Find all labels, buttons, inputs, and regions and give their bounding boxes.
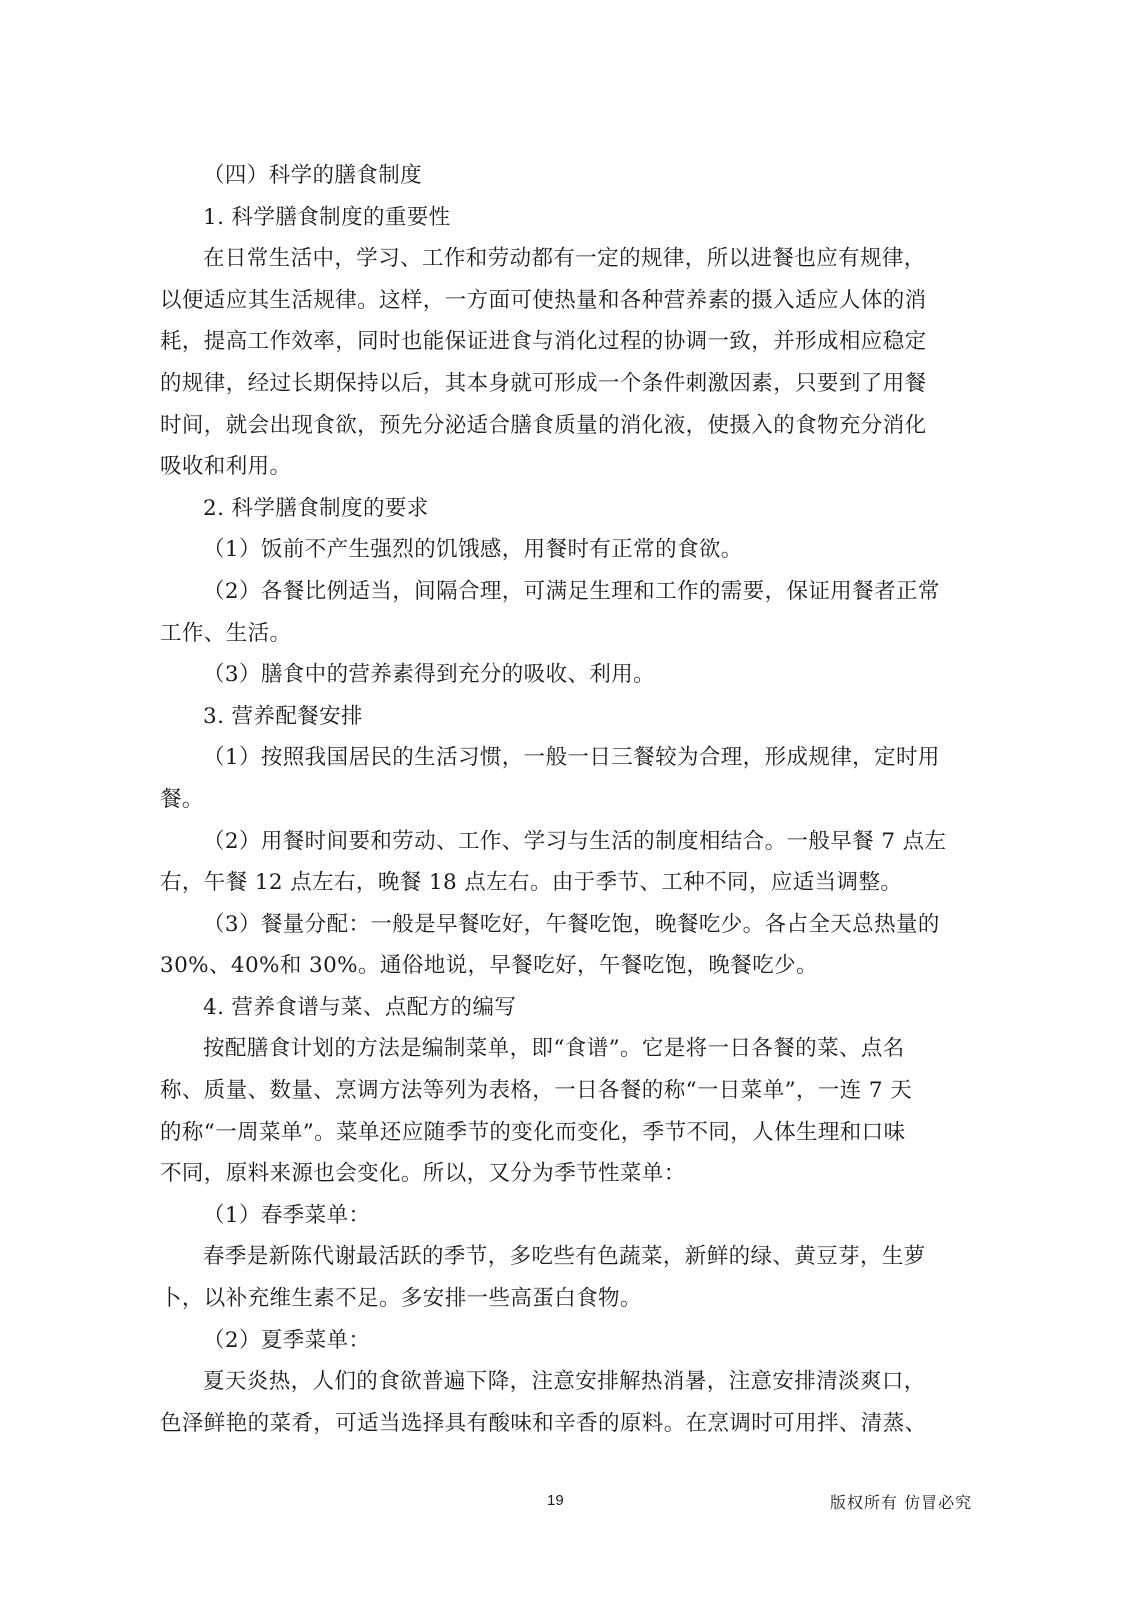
text-line: 1. 科学膳食制度的重要性 (203, 204, 451, 230)
text-line: （2）用餐时间要和劳动、工作、学习与生活的制度相结合。一般早餐 7 点左 (203, 828, 947, 854)
text-line: 卜，以补充维生素不足。多安排一些高蛋白食物。 (160, 1286, 642, 1312)
text-line: 的规律，经过长期保持以后，其本身就可形成一个条件刺激因素，只要到了用餐 (160, 370, 927, 396)
text-line: （1）春季菜单： (203, 1202, 371, 1228)
text-line: （2）各餐比例适当，间隔合理，可满足生理和工作的需要，保证用餐者正常 (203, 578, 940, 604)
text-line: （3）餐量分配：一般是早餐吃好，午餐吃饱，晚餐吃少。各占全天总热量的 (203, 911, 940, 937)
text-line: 春季是新陈代谢最活跃的季节，多吃些有色蔬菜，新鲜的绿、黄豆芽，生萝 (203, 1244, 926, 1270)
page-number: 19 (547, 1492, 564, 1509)
text-line: 称、质量、数量、烹调方法等列为表格，一日各餐的称“一日菜单”，一连 7 天 (160, 1078, 913, 1104)
text-line: 在日常生活中，学习、工作和劳动都有一定的规律，所以进餐也应有规律， (203, 246, 926, 272)
text-line: 的称“一周菜单”。菜单还应随季节的变化而变化，季节不同，人体生理和口味 (160, 1119, 906, 1145)
text-line: 30%、40%和 30%。通俗地说，早餐吃好，午餐吃饱，晚餐吃少。 (160, 953, 818, 979)
text-line: 耗，提高工作效率，同时也能保证进食与消化过程的协调一致，并形成相应稳定 (160, 329, 927, 355)
text-line: 4. 营养食谱与菜、点配方的编写 (203, 994, 517, 1020)
text-line: 以便适应其生活规律。这样，一方面可使热量和各种营养素的摄入适应人体的消 (160, 287, 927, 313)
text-line: （四）科学的膳食制度 (203, 163, 423, 188)
document-body (160, 155, 978, 1444)
text-line: 按配膳食计划的方法是编制菜单，即“食谱”。它是将一日各餐的菜、点名 (203, 1036, 905, 1062)
text-line: 工作、生活。 (160, 620, 292, 646)
text-line: 右，午餐 12 点左右，晚餐 18 点左右。由于季节、工种不同，应适当调整。 (160, 870, 903, 896)
text-line: （2）夏季菜单： (203, 1327, 371, 1353)
text-line: 3. 营养配餐安排 (203, 703, 363, 729)
text-line: 2. 科学膳食制度的要求 (203, 495, 429, 521)
copyright-notice: 版权所有 仿冒必究 (830, 1493, 973, 1512)
text-line: （3）膳食中的营养素得到充分的吸收、利用。 (203, 662, 656, 688)
text-line: 吸收和利用。 (160, 454, 292, 480)
text-line: 不同，原料来源也会变化。所以，又分为季节性菜单： (160, 1161, 686, 1187)
text-line: （1）按照我国居民的生活习惯，一般一日三餐较为合理，形成规律，定时用 (203, 745, 940, 771)
page-footer (0, 1488, 1131, 1518)
text-line: 色泽鲜艳的菜肴，可适当选择具有酸味和辛香的原料。在烹调时可用拌、清蒸、 (160, 1410, 927, 1436)
text-line: （1）饭前不产生强烈的饥饿感，用餐时有正常的食欲。 (203, 537, 743, 563)
text-line: 餐。 (160, 786, 204, 812)
text-line: 夏天炎热，人们的食欲普遍下降，注意安排解热消暑，注意安排清淡爽口， (203, 1369, 926, 1395)
text-line: 时间，就会出现食欲，预先分泌适合膳食质量的消化液，使摄入的食物充分消化 (160, 412, 927, 438)
